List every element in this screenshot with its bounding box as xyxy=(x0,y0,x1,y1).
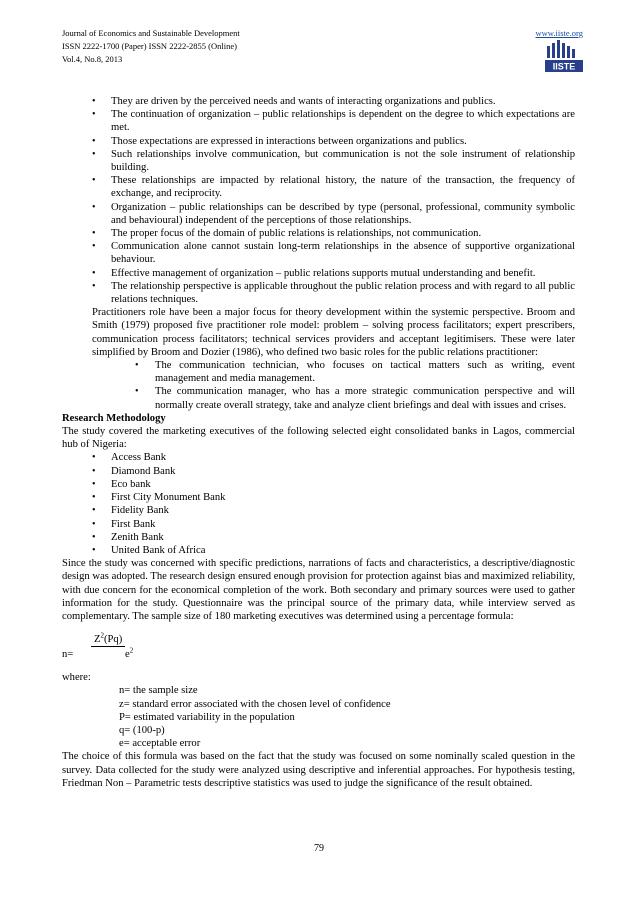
list-item: • The communication manager, who has a more strategic communication perspective and will normally create overall strategy, take and analyze client briefings and deal with issues and crises. xyxy=(62,385,575,411)
list-item: • Organization – public relationships can be described by type (personal, professional, community symbolic and behavioural) independent of the perceptions of those relationships. xyxy=(62,201,575,227)
list-item: • Communication alone cannot sustain long-term relationships in the absence of supportive organizational behaviour. xyxy=(62,240,575,266)
list-item: • The proper focus of the domain of public relations is relationships, not communication. xyxy=(62,227,575,240)
journal-volume: Vol.4, No.8, 2013 xyxy=(62,54,123,64)
formula-numerator: $Z^2(Pq)$ xyxy=(91,633,125,647)
methodology-intro: The study covered the marketing executives of the following selected eight consolidated banks in Lagos, commercial hub of Nigeria: xyxy=(62,426,575,451)
list-item: • Such relationships involve communication, but communication is not the sole instrument of relationship building. xyxy=(62,148,575,174)
list-item: • Fidelity Bank xyxy=(62,504,575,517)
practitioner-roles-paragraph: Practitioners role have been a major focus for theory development within the systemic perspective. Broom and Smith (1979) proposed five practitioner role model: problem – solving process facilitators; expert prescribers, communication process facilitators; technical services providers and acceptant legitimisers. These were later simplified by Broom and Dozier (1986), who defined two basic roles for the public relations practitioner: xyxy=(92,307,575,358)
list-item: • These relationships are impacted by relational history, the nature of the transaction, the frequency of exchange, and reciprocity. xyxy=(62,174,575,200)
list-item: • Effective management of organization – public relations supports mutual understanding and benefit. xyxy=(62,267,575,280)
definition-item: n= the sample size xyxy=(119,685,198,697)
formula-denominator: $e^2$ xyxy=(125,646,134,661)
formula-lhs: n= xyxy=(62,649,74,661)
journal-title: Journal of Economics and Sustainable Development xyxy=(62,28,240,38)
relationship-principles-list xyxy=(62,95,575,306)
logo-text: IISTE xyxy=(552,61,576,72)
where-label: where: xyxy=(62,672,91,684)
definition-item: P= estimated variability in the population xyxy=(119,711,295,723)
practitioner-roles-list xyxy=(62,359,575,412)
banks-list xyxy=(62,451,575,557)
article-body xyxy=(62,95,575,790)
list-item: • The relationship perspective is applicable throughout the public relation process and with regard to all public relations techniques. xyxy=(62,280,575,306)
definition-item: q= (100-p) xyxy=(119,724,165,736)
list-item: • First Bank xyxy=(62,518,575,531)
list-item: • Zenith Bank xyxy=(62,531,575,544)
sample-size-formula xyxy=(62,631,575,671)
list-item: • Diamond Bank xyxy=(62,465,575,478)
formula-definitions xyxy=(62,684,575,750)
list-item: • First City Monument Bank xyxy=(62,491,575,504)
iiste-logo xyxy=(545,40,583,72)
definition-item: z= standard error associated with the chosen level of confidence xyxy=(119,698,391,710)
journal-url-link[interactable]: www.iiste.org xyxy=(535,28,583,38)
list-item: • Those expectations are expressed in interactions between organizations and publics. xyxy=(62,135,575,148)
closing-paragraph: The choice of this formula was based on the fact that the study was focused on some nominally scaled question in the survey. Data collected for the study were analyzed using descriptive and inferential approaches. For hypothesis testing, Friedman Non – Parametric tests descriptive statistics was used to judge the significance of the result obtained. xyxy=(62,751,575,789)
definition-item: e= acceptable error xyxy=(119,738,201,750)
methodology-paragraph: Since the study was concerned with specific predictions, narrations of facts and characteristics, a descriptive/diagnostic design was adopted. The research design ensured enough provision for protection against bias and maximized reliability, with due concern for the economical completion of the work. Both secondary and primary sources were used to gather information for the study. Questionnaire was the principal source of the primary data, while interview served as complementary. The sample size of 180 marketing executives was determined using a percentage formula: xyxy=(62,558,575,622)
list-item: • United Bank of Africa xyxy=(62,544,575,557)
section-heading: Research Methodology xyxy=(62,412,166,424)
list-item: • The communication technician, who focuses on tactical matters such as writing, event management and media management. xyxy=(62,359,575,385)
list-item: • They are driven by the perceived needs and wants of interacting organizations and publics. xyxy=(62,95,575,108)
list-item: • Access Bank xyxy=(62,451,575,464)
page-number: 79 xyxy=(314,843,324,854)
list-item: • The continuation of organization – public relationships is dependent on the degree to which expectations are met. xyxy=(62,108,575,134)
list-item: • Eco bank xyxy=(62,478,575,491)
journal-issn: ISSN 2222-1700 (Paper) ISSN 2222-2855 (Online) xyxy=(62,41,237,51)
